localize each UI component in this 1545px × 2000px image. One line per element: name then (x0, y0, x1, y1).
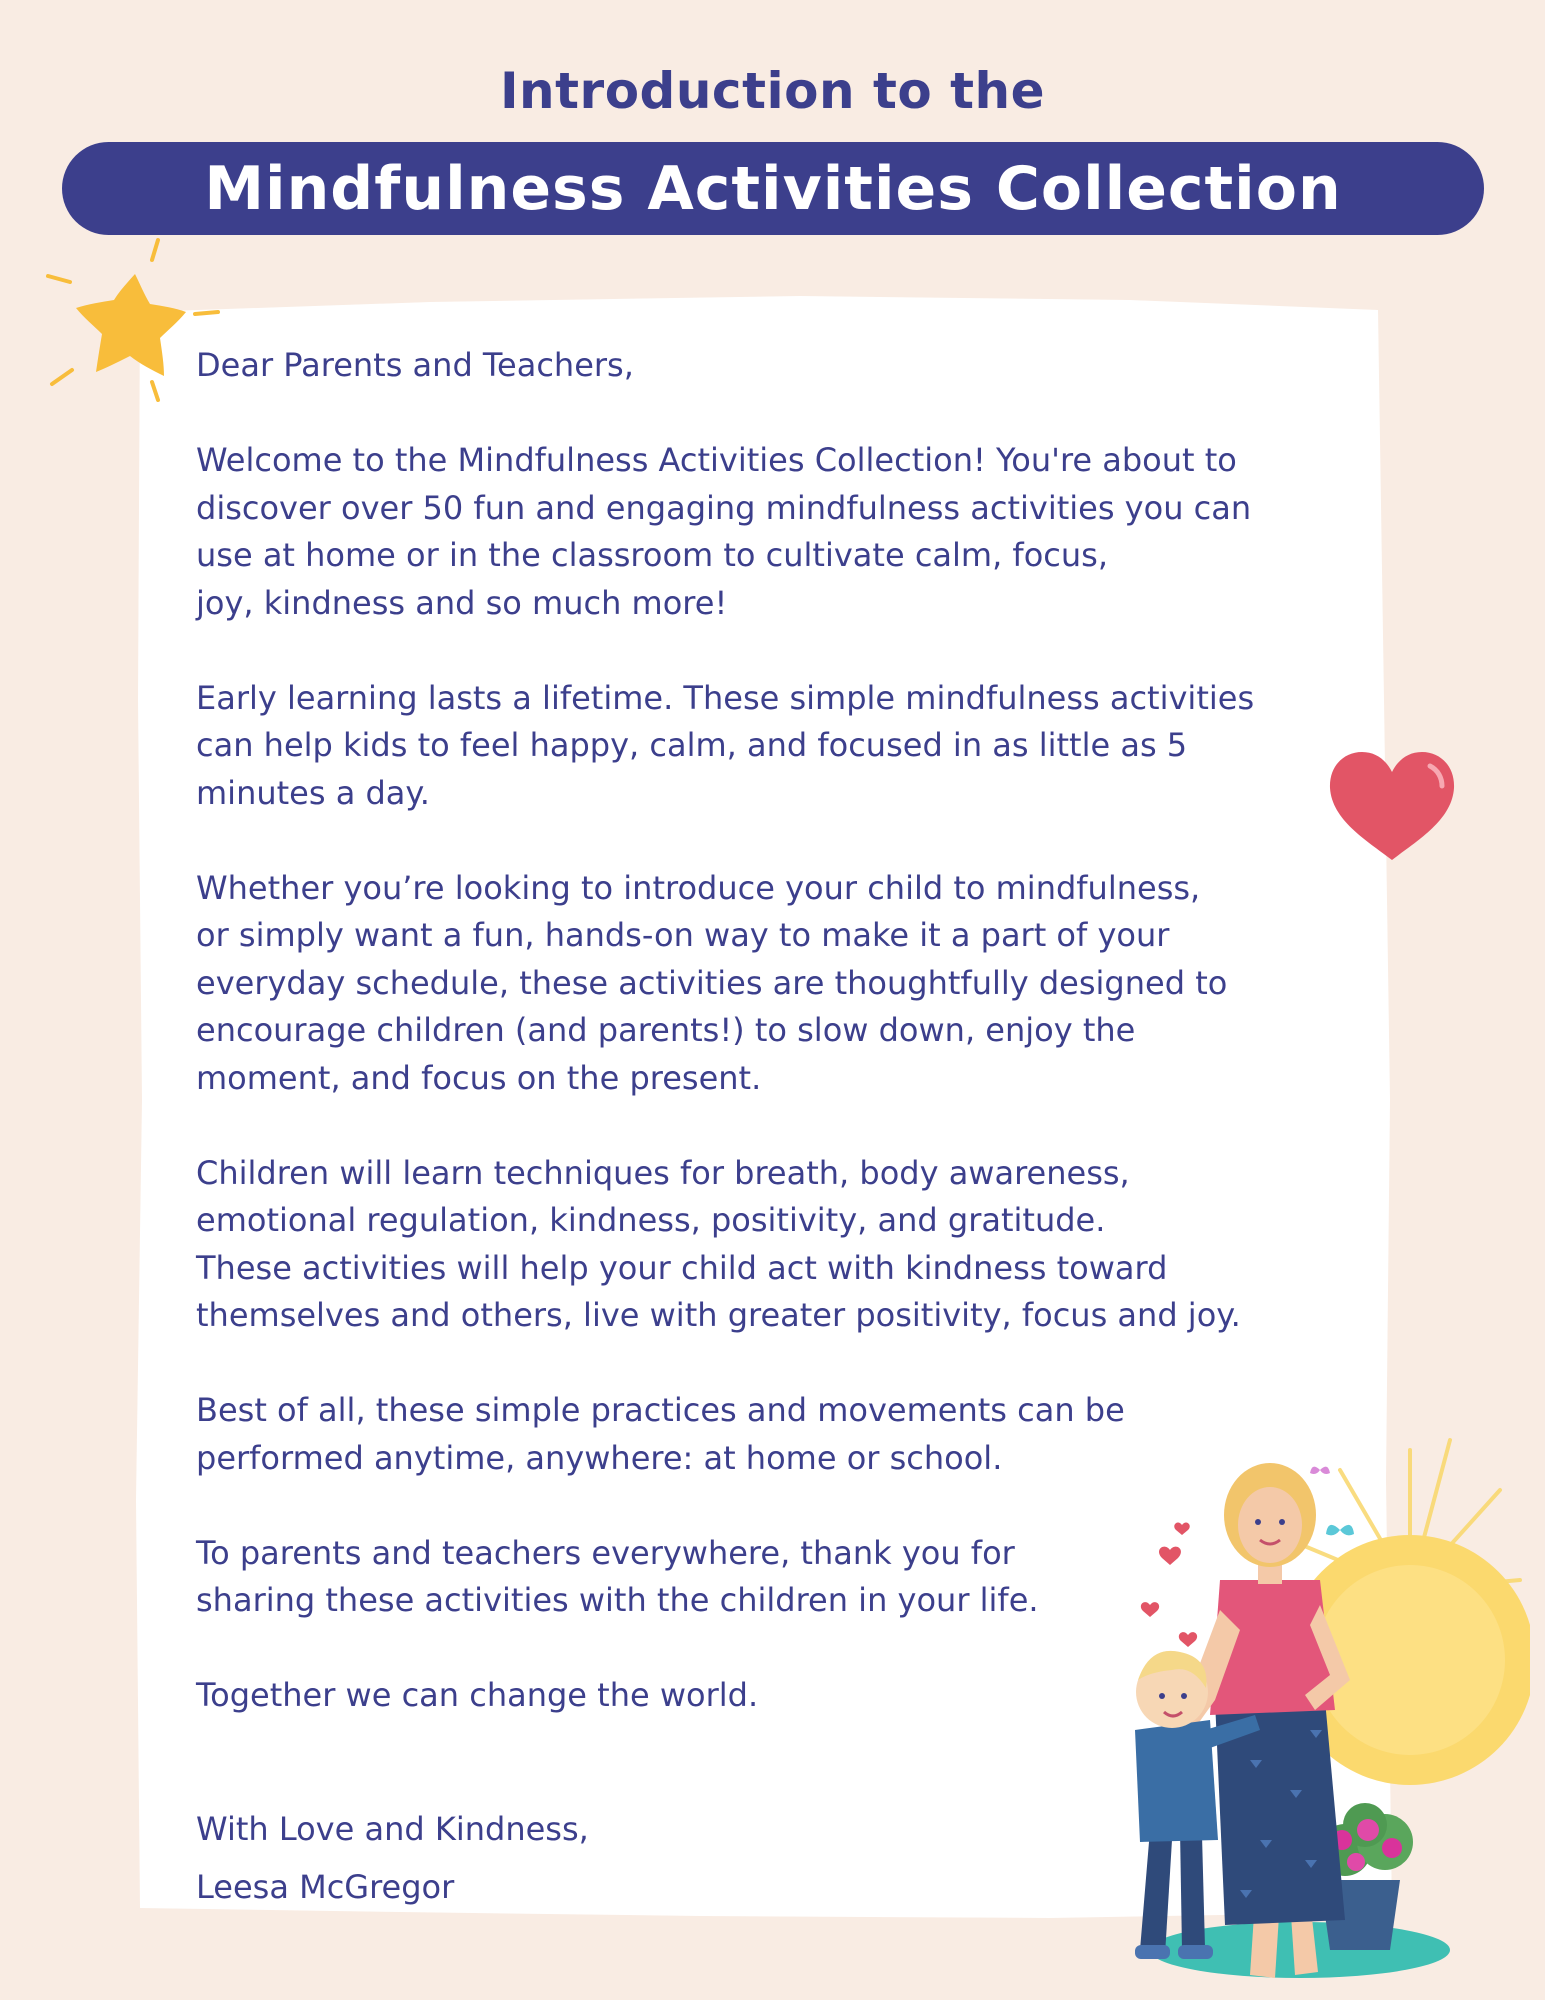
letter-line: discover over 50 fun and engaging mindfulness activities you can (196, 488, 1252, 527)
letter-body (196, 342, 1376, 1767)
letter-paragraph (196, 675, 1376, 818)
letter-line: Best of all, these simple practices and movements can be (196, 1391, 1125, 1429)
letter-paragraph (196, 865, 1376, 1103)
letter-line: Early learning lasts a lifetime. These simple mindfulness activities (196, 678, 1255, 717)
letter-line: emotional regulation, kindness, positivity, and gratitude. (196, 1201, 1106, 1239)
letter-paragraph (196, 437, 1376, 627)
letter-line: can help kids to feel happy, calm, and focused in as little as 5 (196, 726, 1188, 764)
letter-paragraph (196, 1530, 1376, 1625)
letter-signature: Leesa McGregor (196, 1868, 455, 1906)
page-title: Mindfulness Activities Collection (204, 153, 1342, 224)
letter-line: minutes a day. (196, 773, 430, 812)
letter-line: Together we can change the world. (196, 1676, 759, 1714)
letter-line: performed anytime, anywhere: at home or school. (196, 1438, 1003, 1477)
letter-line: joy, kindness and so much more! (196, 583, 728, 622)
letter-line: everyday schedule, these activities are thoughtfully designed to (196, 963, 1228, 1002)
page-subtitle: Introduction to the (499, 62, 1046, 120)
letter-line: moment, and focus on the present. (196, 1058, 762, 1097)
letter-line: Whether you’re looking to introduce your child to mindfulness, (196, 868, 1201, 907)
letter-line: To parents and teachers everywhere, thank you for (196, 1533, 1015, 1572)
letter-greeting: Dear Parents and Teachers, (196, 346, 634, 384)
letter-line: use at home or in the classroom to cultivate calm, focus, (196, 536, 1108, 574)
letter-line: encourage children (and parents!) to slow down, enjoy the (196, 1011, 1136, 1049)
letter-paragraph (196, 1150, 1376, 1340)
letter-signoff (196, 1800, 589, 1916)
letter-paragraph (196, 1387, 1376, 1482)
letter-closing: With Love and Kindness, (196, 1810, 589, 1848)
letter-line: themselves and others, live with greater positivity, focus and joy. (196, 1296, 1241, 1334)
letter-line: Children will learn techniques for breath, body awareness, (196, 1153, 1130, 1192)
letter-line: Welcome to the Mindfulness Activities Collection! You're about to (196, 441, 1237, 479)
letter-line: sharing these activities with the children in your life. (196, 1581, 1039, 1619)
letter-paragraph (196, 1672, 1376, 1720)
letter-line: or simply want a fun, hands-on way to make it a part of your (196, 916, 1170, 954)
letter-line: These activities will help your child act with kindness toward (196, 1248, 1168, 1287)
